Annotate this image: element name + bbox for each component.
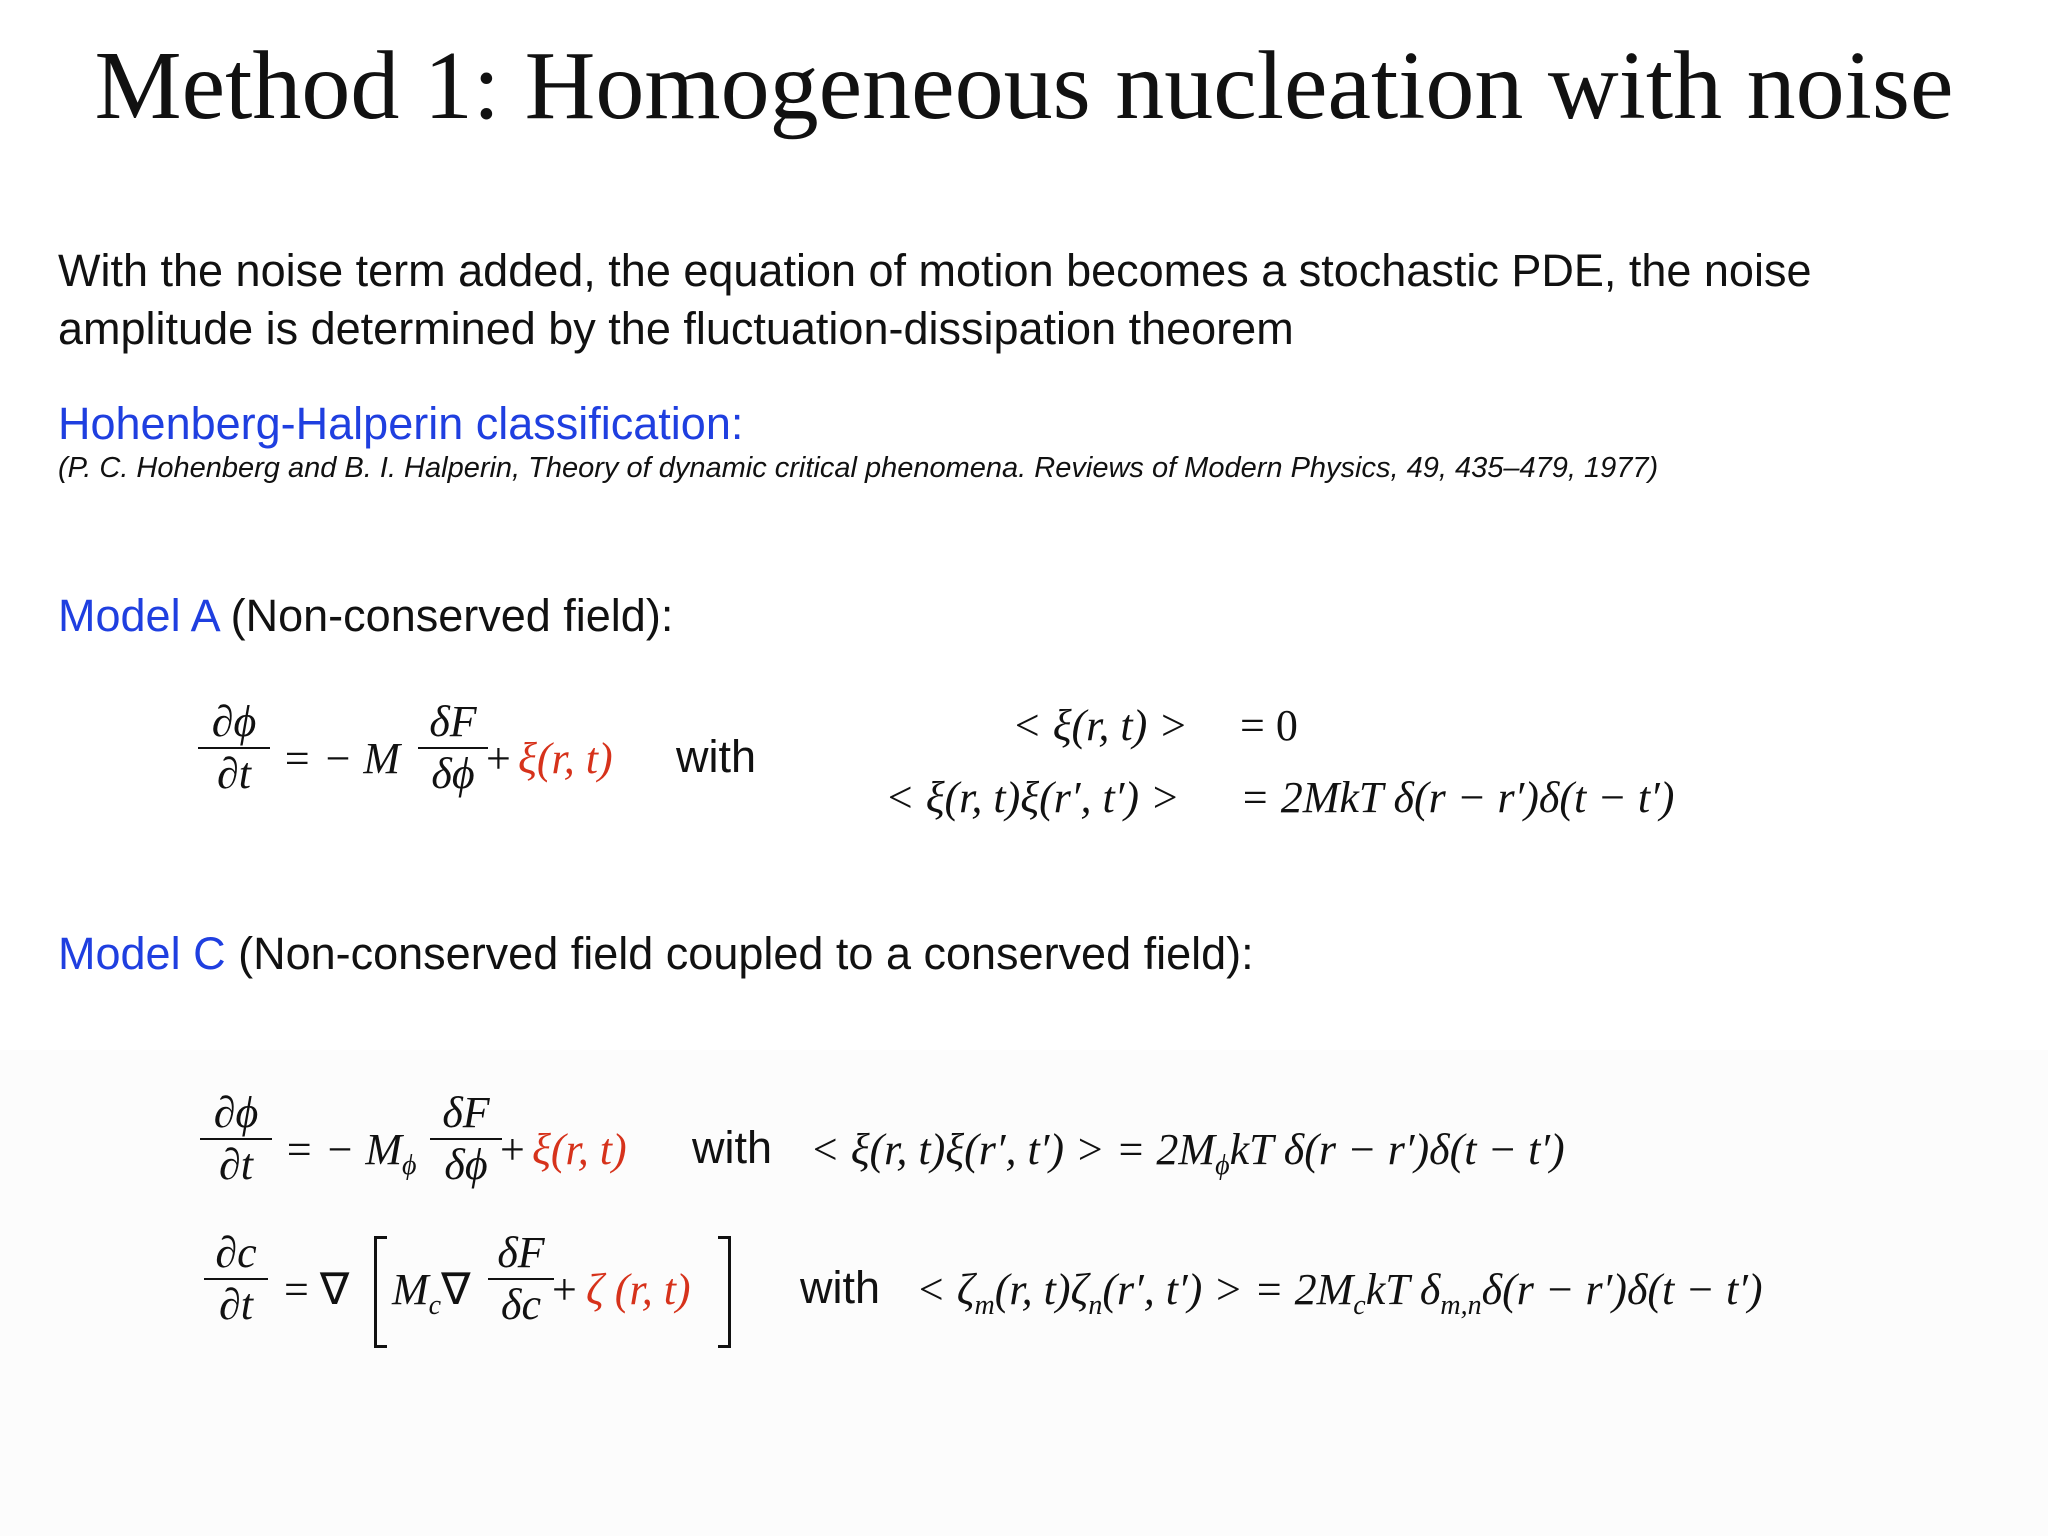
- model-c-eq2-lhs-numerator: ∂c: [215, 1228, 257, 1277]
- model-c-eq2-with: with: [800, 1262, 881, 1313]
- model-c-eq1-lhs-numerator: ∂ϕ: [213, 1088, 259, 1137]
- model-c-eq2-plus: +: [552, 1265, 577, 1314]
- model-c-eq2-inner: M: [392, 1265, 429, 1314]
- right-bracket: [718, 1236, 731, 1348]
- model-a-condition1-rhs: = 0: [1240, 701, 1298, 750]
- classification-reference: (P. C. Hohenberg and B. I. Halperin, Theory of dynamic critical phenomena. Reviews of Modern Physics, 49, 435–479, 1977): [58, 452, 1659, 484]
- model-c-heading: [58, 928, 1254, 980]
- model-c-eq1-plus: +: [500, 1125, 525, 1174]
- model-a-heading: [58, 590, 673, 642]
- model-c-eq2-rhs-numerator: δF: [497, 1228, 545, 1277]
- left-bracket: [374, 1236, 387, 1348]
- model-a-lhs-denominator: ∂t: [217, 749, 251, 798]
- model-c-eq2-condition: [916, 1264, 1762, 1322]
- model-a-description: (Non-conserved field):: [230, 590, 674, 641]
- model-a-operator: = − M: [282, 734, 401, 783]
- model-c-eq2-inner-sub: c: [428, 1290, 442, 1321]
- model-c-description: (Non-conserved field coupled to a conserved field):: [238, 928, 1254, 979]
- model-c-eq1-with: with: [692, 1122, 773, 1173]
- model-a-rhs-denominator: δϕ: [431, 749, 475, 798]
- model-c-eq2-cond-a: < ζ: [916, 1265, 975, 1314]
- model-c-name: Model C: [58, 928, 226, 979]
- model-c-eq1-rhs-fraction: [430, 1088, 502, 1190]
- model-c-eq1-op-text: = − M: [284, 1125, 403, 1174]
- model-a-condition2-lhs: < ξ(r, t)ξ(r′, t′) >: [885, 773, 1180, 822]
- model-a-condition2-rhs: = 2MkT δ(r − r′)δ(t − t′): [1240, 773, 1675, 822]
- model-a-name: Model A: [58, 590, 219, 641]
- model-c-eq1-operator: [284, 1124, 417, 1182]
- model-a-lhs-fraction: [198, 697, 270, 799]
- model-a-lhs-numerator: ∂ϕ: [211, 697, 257, 746]
- model-a-rhs-fraction: [418, 697, 488, 799]
- intro-paragraph: With the noise term added, the equation of motion becomes a stochastic PDE, the noise amplitude is determined by the fluctuation-dissipation theorem: [58, 245, 1812, 354]
- model-c-eq2-operator: = ∇: [284, 1265, 350, 1314]
- model-c-eq1-rhs-numerator: δF: [442, 1088, 490, 1137]
- model-c-eq1-condition: [810, 1124, 1565, 1182]
- model-c-eq2-rhs-denominator: δc: [501, 1280, 541, 1329]
- model-c-eq2-cond-c-sub: c: [1353, 1290, 1366, 1321]
- model-c-eq2-mobility: [392, 1264, 471, 1322]
- model-a-condition1-lhs: < ξ(r, t) >: [1012, 701, 1188, 750]
- model-c-eq1-rhs-denominator: δϕ: [444, 1140, 488, 1189]
- model-c-eq2-rhs-fraction: [488, 1228, 554, 1330]
- model-c-eq2-cond-d-sub: m,n: [1440, 1290, 1482, 1321]
- model-a-noise-term: ξ(r, t): [518, 734, 613, 783]
- model-c-eq1-noise-term: ξ(r, t): [532, 1125, 627, 1174]
- model-a-plus: +: [486, 734, 511, 783]
- model-c-eq2-lhs-fraction: [204, 1228, 268, 1330]
- classification-heading: Hohenberg-Halperin classification:: [58, 398, 744, 449]
- model-c-eq2-lhs-denominator: ∂t: [219, 1280, 253, 1329]
- model-c-eq2-cond-a-sub: m: [974, 1290, 995, 1321]
- model-c-eq2-noise-term: ζ (r, t): [586, 1265, 691, 1314]
- slide-title: Method 1: Homogeneous nucleation with noise: [94, 32, 1954, 140]
- model-c-eq2-cond-d: kT δ: [1365, 1265, 1441, 1314]
- model-c-eq1-lhs-denominator: ∂t: [219, 1140, 253, 1189]
- model-c-eq2-cond-c: (r′, t′) > = 2M: [1102, 1265, 1354, 1314]
- model-c-eq2-cond-b: (r, t)ζ: [994, 1265, 1089, 1314]
- model-c-eq1-lhs-fraction: [200, 1088, 272, 1190]
- model-c-eq1-cond-text: < ξ(r, t)ξ(r′, t′) > = 2M: [810, 1125, 1216, 1174]
- model-c-eq1-cond-tail: kT δ(r − r′)δ(t − t′): [1229, 1125, 1565, 1174]
- model-a-with: with: [676, 731, 757, 782]
- model-a-rhs-numerator: δF: [429, 697, 477, 746]
- model-c-eq2-nabla: ∇: [441, 1265, 471, 1314]
- model-c-eq1-op-sub: ϕ: [402, 1150, 417, 1181]
- model-c-eq2-cond-b-sub: n: [1088, 1290, 1103, 1321]
- model-c-eq1-cond-sub: ϕ: [1215, 1150, 1230, 1181]
- model-c-eq2-cond-e: δ(r − r′)δ(t − t′): [1481, 1265, 1763, 1314]
